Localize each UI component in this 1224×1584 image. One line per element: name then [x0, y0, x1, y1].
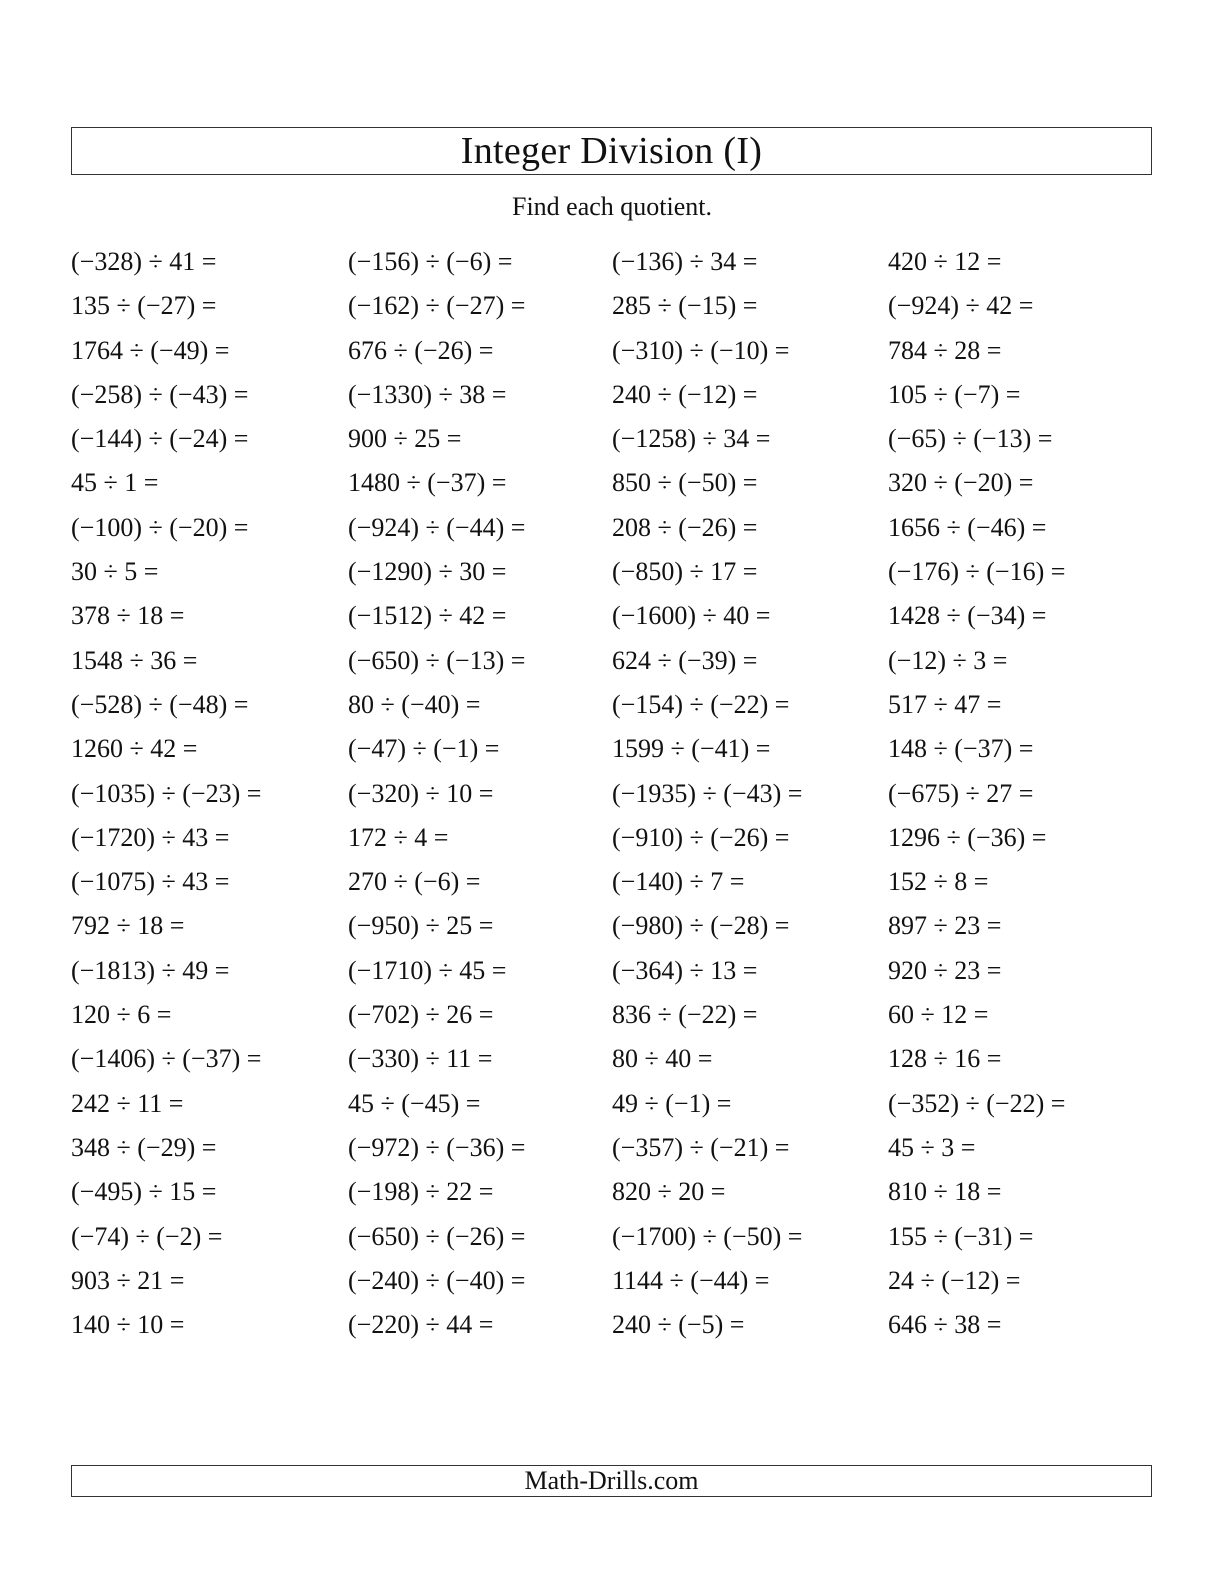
problem-item: 920 ÷ 23 =: [888, 955, 1002, 985]
problem-item: (−364) ÷ 13 =: [612, 955, 758, 985]
problem-item: (−528) ÷ (−48) =: [71, 689, 249, 719]
problem-item: 49 ÷ (−1) =: [612, 1088, 732, 1118]
problem-item: (−330) ÷ 11 =: [348, 1044, 493, 1074]
problem-item: (−1700) ÷ (−50) =: [612, 1221, 803, 1251]
problem-item: (−1290) ÷ 30 =: [348, 557, 507, 587]
problem-item: (−1035) ÷ (−23) =: [71, 778, 262, 808]
problem-item: 140 ÷ 10 =: [71, 1310, 185, 1340]
problem-item: 1764 ÷ (−49) =: [71, 335, 230, 365]
problem-item: 148 ÷ (−37) =: [888, 734, 1034, 764]
problem-row: [71, 466, 1171, 510]
problem-item: 348 ÷ (−29) =: [71, 1132, 217, 1162]
problem-row: [71, 821, 1171, 865]
problem-item: (−100) ÷ (−20) =: [71, 512, 249, 542]
problem-item: 810 ÷ 18 =: [888, 1177, 1002, 1207]
problem-item: 45 ÷ 1 =: [71, 468, 159, 498]
problem-item: 1260 ÷ 42 =: [71, 734, 198, 764]
problem-item: 1656 ÷ (−46) =: [888, 512, 1047, 542]
problem-item: 624 ÷ (−39) =: [612, 645, 758, 675]
problem-item: (−495) ÷ 15 =: [71, 1177, 217, 1207]
problem-item: (−1720) ÷ 43 =: [71, 822, 230, 852]
problem-item: (−156) ÷ (−6) =: [348, 247, 513, 276]
problem-item: 105 ÷ (−7) =: [888, 379, 1021, 409]
problem-item: (−328) ÷ 41 =: [71, 247, 217, 276]
problem-item: (−1813) ÷ 49 =: [71, 955, 230, 985]
problem-row: [71, 998, 1171, 1042]
page-title: Integer Division (I): [460, 130, 763, 172]
problem-item: 155 ÷ (−31) =: [888, 1221, 1034, 1251]
problem-item: 820 ÷ 20 =: [612, 1177, 726, 1207]
problem-item: 646 ÷ 38 =: [888, 1310, 1002, 1340]
problem-row: [71, 865, 1171, 909]
problem-row: [71, 954, 1171, 998]
problem-row: [71, 1042, 1171, 1086]
problem-item: (−1406) ÷ (−37) =: [71, 1044, 262, 1074]
problem-item: 60 ÷ 12 =: [888, 1000, 989, 1030]
problem-item: 24 ÷ (−12) =: [888, 1265, 1021, 1295]
problem-item: 517 ÷ 47 =: [888, 689, 1002, 719]
problem-item: (−162) ÷ (−27) =: [348, 291, 526, 321]
problem-item: (−47) ÷ (−1) =: [348, 734, 500, 764]
problem-row: [71, 644, 1171, 688]
problem-row: [71, 1264, 1171, 1308]
problem-item: 30 ÷ 5 =: [71, 557, 159, 587]
problem-item: (−352) ÷ (−22) =: [888, 1088, 1066, 1118]
problem-row: [71, 334, 1171, 378]
problem-item: (−924) ÷ (−44) =: [348, 512, 526, 542]
problem-item: (−12) ÷ 3 =: [888, 645, 1008, 675]
problem-row: [71, 1220, 1171, 1264]
problem-item: 208 ÷ (−26) =: [612, 512, 758, 542]
problem-row: [71, 1175, 1171, 1219]
problem-item: 784 ÷ 28 =: [888, 335, 1002, 365]
problem-item: 285 ÷ (−15) =: [612, 291, 758, 321]
problem-row: [71, 909, 1171, 953]
problem-item: 1428 ÷ (−34) =: [888, 601, 1047, 631]
problem-item: (−650) ÷ (−26) =: [348, 1221, 526, 1251]
problem-item: 1296 ÷ (−36) =: [888, 822, 1047, 852]
problem-item: (−650) ÷ (−13) =: [348, 645, 526, 675]
problem-item: (−850) ÷ 17 =: [612, 557, 758, 587]
problem-item: (−1330) ÷ 38 =: [348, 379, 507, 409]
problem-item: 792 ÷ 18 =: [71, 911, 185, 941]
problem-item: (−258) ÷ (−43) =: [71, 379, 249, 409]
problem-item: (−924) ÷ 42 =: [888, 291, 1034, 321]
problem-item: 45 ÷ 3 =: [888, 1132, 976, 1162]
problem-item: 80 ÷ (−40) =: [348, 689, 481, 719]
problem-item: (−136) ÷ 34 =: [612, 247, 758, 276]
problem-item: 378 ÷ 18 =: [71, 601, 185, 631]
problem-row: [71, 378, 1171, 422]
problem-row: [71, 688, 1171, 732]
problem-item: 420 ÷ 12 =: [888, 247, 1002, 276]
problem-item: 1599 ÷ (−41) =: [612, 734, 771, 764]
problem-item: (−74) ÷ (−2) =: [71, 1221, 223, 1251]
problem-item: 80 ÷ 40 =: [612, 1044, 713, 1074]
problem-item: 240 ÷ (−5) =: [612, 1310, 745, 1340]
problem-row: [71, 1087, 1171, 1131]
problem-item: 240 ÷ (−12) =: [612, 379, 758, 409]
problem-item: (−1075) ÷ 43 =: [71, 867, 230, 897]
problem-row: [71, 245, 1171, 289]
problem-item: (−154) ÷ (−22) =: [612, 689, 790, 719]
problem-item: (−65) ÷ (−13) =: [888, 424, 1053, 454]
problem-item: 1548 ÷ 36 =: [71, 645, 198, 675]
problem-item: (−702) ÷ 26 =: [348, 1000, 494, 1030]
problem-item: 676 ÷ (−26) =: [348, 335, 494, 365]
footer-site: Math-Drills.com: [524, 1466, 699, 1495]
problem-row: [71, 732, 1171, 776]
problem-item: (−972) ÷ (−36) =: [348, 1132, 526, 1162]
problem-item: 172 ÷ 4 =: [348, 822, 449, 852]
problem-item: 128 ÷ 16 =: [888, 1044, 1002, 1074]
problem-item: (−950) ÷ 25 =: [348, 911, 494, 941]
problem-item: (−1935) ÷ (−43) =: [612, 778, 803, 808]
problem-row: [71, 599, 1171, 643]
problem-item: (−1710) ÷ 45 =: [348, 955, 507, 985]
problem-item: (−910) ÷ (−26) =: [612, 822, 790, 852]
problem-item: (−198) ÷ 22 =: [348, 1177, 494, 1207]
problem-item: (−220) ÷ 44 =: [348, 1310, 494, 1340]
problem-item: (−240) ÷ (−40) =: [348, 1265, 526, 1295]
problem-row: [71, 511, 1171, 555]
problem-item: 897 ÷ 23 =: [888, 911, 1002, 941]
problem-row: [71, 289, 1171, 333]
problem-item: 120 ÷ 6 =: [71, 1000, 172, 1030]
problem-item: (−1600) ÷ 40 =: [612, 601, 771, 631]
problem-item: 850 ÷ (−50) =: [612, 468, 758, 498]
problem-item: (−1258) ÷ 34 =: [612, 424, 771, 454]
problem-item: 242 ÷ 11 =: [71, 1088, 184, 1118]
problem-item: 320 ÷ (−20) =: [888, 468, 1034, 498]
problem-item: (−675) ÷ 27 =: [888, 778, 1034, 808]
problem-item: 270 ÷ (−6) =: [348, 867, 481, 897]
title-box: [71, 127, 1152, 175]
problem-item: (−176) ÷ (−16) =: [888, 557, 1066, 587]
problem-item: (−320) ÷ 10 =: [348, 778, 494, 808]
problem-item: 135 ÷ (−27) =: [71, 291, 217, 321]
problem-item: (−980) ÷ (−28) =: [612, 911, 790, 941]
problem-item: (−357) ÷ (−21) =: [612, 1132, 790, 1162]
problem-item: 1480 ÷ (−37) =: [348, 468, 507, 498]
problem-item: (−140) ÷ 7 =: [612, 867, 745, 897]
problem-item: (−310) ÷ (−10) =: [612, 335, 790, 365]
problem-item: 903 ÷ 21 =: [71, 1265, 185, 1295]
problem-item: 45 ÷ (−45) =: [348, 1088, 481, 1118]
problem-row: [71, 555, 1171, 599]
problem-item: (−1512) ÷ 42 =: [348, 601, 507, 631]
problem-item: 152 ÷ 8 =: [888, 867, 989, 897]
footer-box: [71, 1465, 1152, 1497]
problem-item: 900 ÷ 25 =: [348, 424, 462, 454]
problem-item: 1144 ÷ (−44) =: [612, 1265, 770, 1295]
problem-row: [71, 1131, 1171, 1175]
problem-item: 836 ÷ (−22) =: [612, 1000, 758, 1030]
problem-item: (−144) ÷ (−24) =: [71, 424, 249, 454]
problem-row: [71, 1308, 1171, 1352]
problem-row: [71, 422, 1171, 466]
problem-row: [71, 777, 1171, 821]
instructions: Find each quotient.: [511, 192, 712, 221]
problem-grid: [71, 245, 1171, 1352]
